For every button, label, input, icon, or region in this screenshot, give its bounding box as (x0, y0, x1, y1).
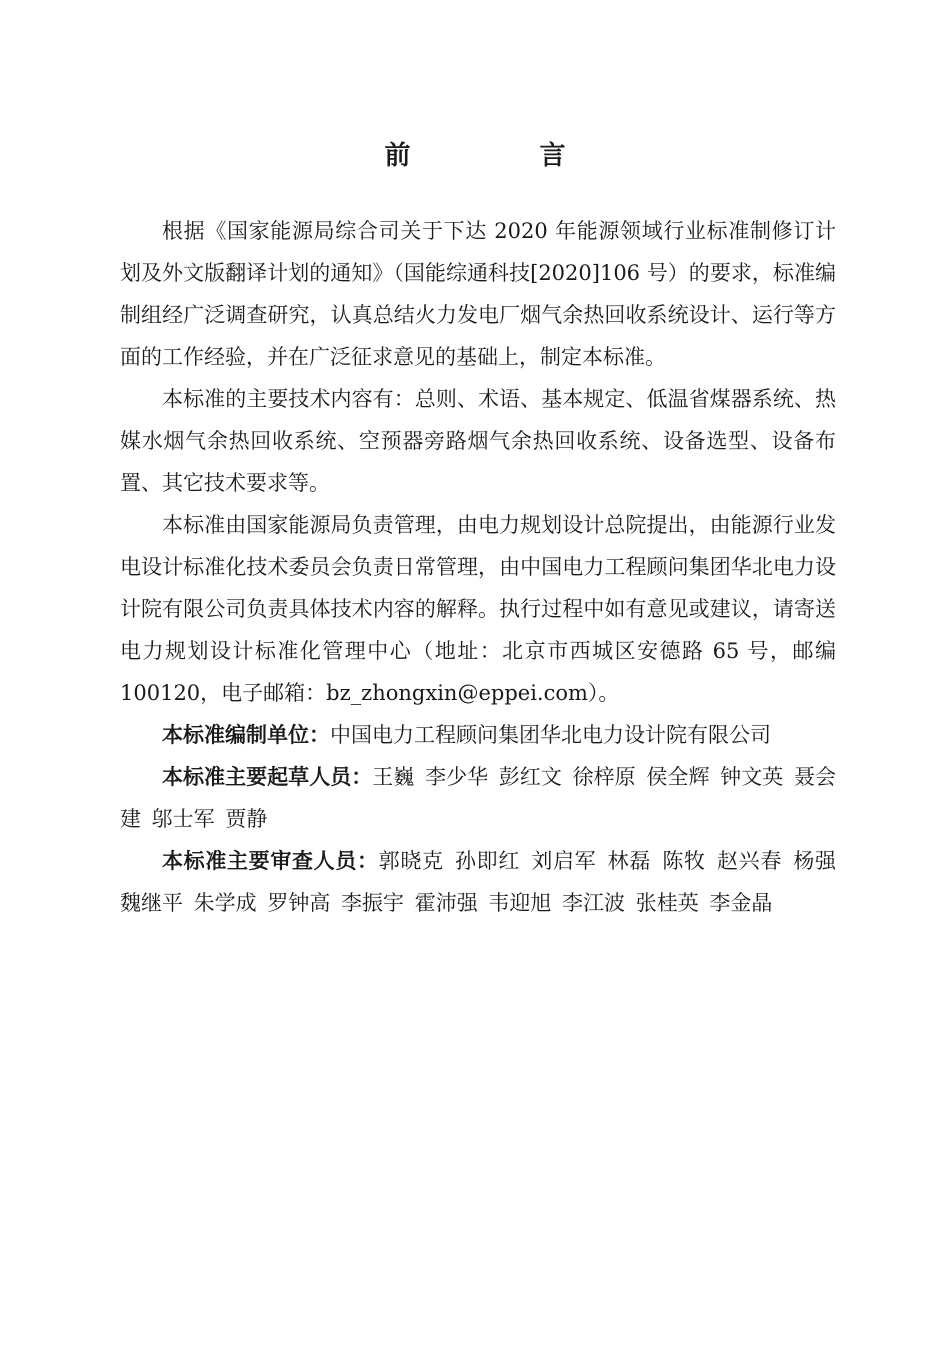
reviewers-line (120, 840, 836, 924)
drafters-line (120, 756, 836, 840)
drafters-names: 王巍 李少华 彭红文 徐梓原 侯全辉 钟文英 聂会建 邬士军 贾静 (120, 765, 836, 831)
document-body (120, 210, 836, 924)
paragraph-management: 本标准由国家能源局负责管理，由电力规划设计总院提出，由能源行业发电设计标准化技术委员会负责日常管理，由中国电力工程顾问集团华北电力设计院有限公司负责具体技术内容的解释。执行过程中如有意见或建议，请寄送电力规划设计标准化管理中心（地址：北京市西城区安德路 65 号，邮编 100120，电子邮箱：bz_zhongxin@eppei.com）。 (120, 513, 836, 705)
paragraph-basis: 根据《国家能源局综合司关于下达 2020 年能源领域行业标准制修订计划及外文版翻译计划的通知》（国能综通科技[2020]106 号）的要求，标准编制组经广泛调查研究，认真总结火力发电厂烟气余热回收系统设计、运行等方面的工作经验，并在广泛征求意见的基础上，制定本标准。 (120, 219, 836, 369)
editor-unit-label: 本标准编制单位： (162, 723, 330, 747)
drafters-label: 本标准主要起草人员： (162, 765, 373, 789)
reviewers-label: 本标准主要审查人员： (162, 849, 379, 873)
page-title: 前 言 (384, 141, 626, 171)
editor-unit-value: 中国电力工程顾问集团华北电力设计院有限公司 (330, 723, 771, 747)
editor-unit-line (120, 714, 836, 756)
reviewers-names: 郭晓克 孙即红 刘启军 林磊 陈牧 赵兴春 杨强 魏继平 朱学成 罗钟高 李振宇 霍沛强 韦迎旭 李江波 张桂英 李金晶 (120, 849, 836, 915)
paragraph-contents: 本标准的主要技术内容有：总则、术语、基本规定、低温省煤器系统、热媒水烟气余热回收系统、空预器旁路烟气余热回收系统、设备选型、设备布置、其它技术要求等。 (120, 387, 836, 495)
